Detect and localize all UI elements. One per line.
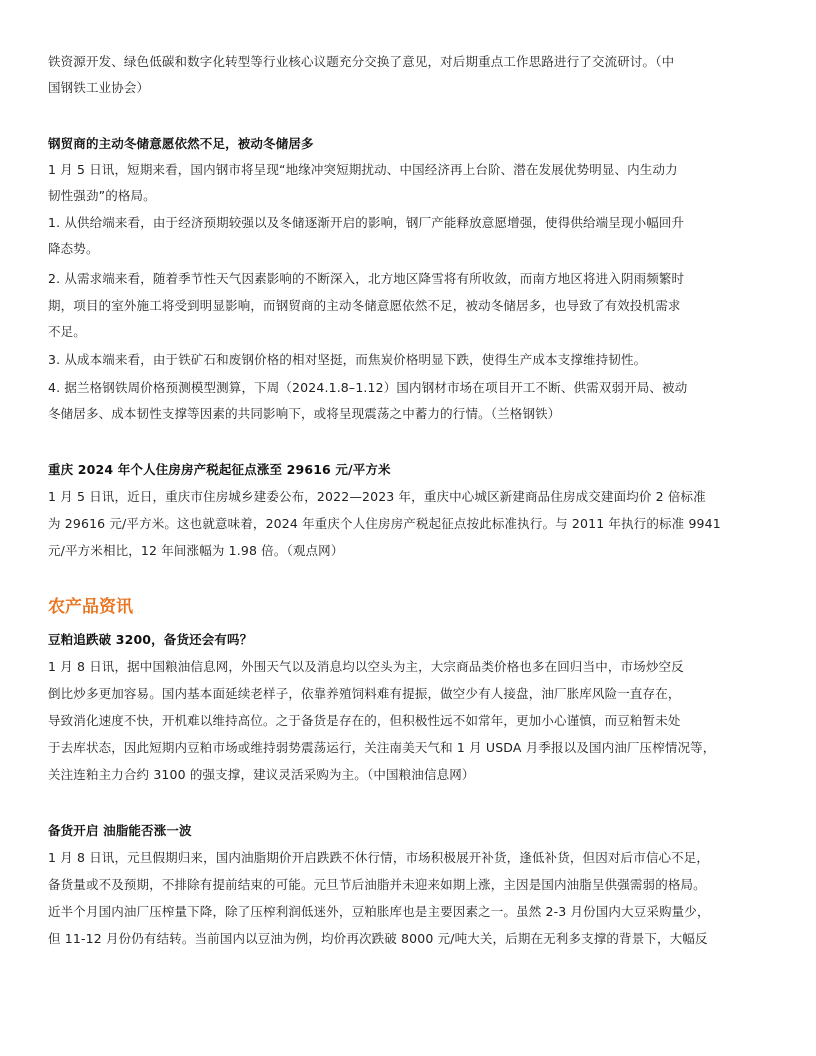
paragraph-line: 导致消化速度不快，开机难以维持高位。之于备货是存在的，但积极性远不如常年，更加小心谨慎，而豆粕暂未处 — [48, 713, 681, 728]
paragraph-line: 于去库状态，因此短期内豆粕市场或维持弱势震荡运行，关注南美天气和 1 月 USDA 月季报以及国内油厂压榨情况等， — [48, 740, 716, 755]
paragraph-line: 3. 从成本端来看，由于铁矿石和废钢价格的相对坚挺，而焦炭价格明显下跌，使得生产成本支撑维持韧性。 — [48, 352, 647, 367]
paragraph-line: 但 11-12 月份仍有结转。当前国内以豆油为例，均价再次跌破 8000 元/吨大关，后期在无利多支撑的背景下，大幅反 — [48, 931, 708, 946]
paragraph-line: 1 月 8 日讯，元旦假期归来，国内油脂期价开启跌跌不休行情，市场积极展开补货，逢低补货，但因对后市信心不足， — [48, 850, 710, 865]
article-heading: 重庆 2024 年个人住房房产税起征点涨至 29616 元/平方米 — [48, 462, 391, 477]
paragraph-line: 关注连粕主力合约 3100 的强支撑，建议灵活采购为主。（中国粮油信息网） — [48, 767, 475, 782]
article-heading: 备货开启 油脂能否涨一波 — [48, 823, 192, 838]
paragraph-line: 降态势。 — [48, 241, 99, 256]
paragraph-line: 元/平方米相比，12 年间涨幅为 1.98 倍。（观点网） — [48, 543, 344, 558]
paragraph-line: 4. 据兰格钢铁周价格预测模型测算，下周（2024.1.8–1.12）国内钢材市场在项目开工不断、供需双弱开局、被动 — [48, 380, 688, 395]
paragraph-line: 国钢铁工业协会） — [48, 80, 150, 95]
paragraph-line: 2. 从需求端来看，随着季节性天气因素影响的不断深入，北方地区降雪将有所收敛，而南方地区将进入阴雨频繁时 — [48, 271, 685, 286]
paragraph-line: 备货量或不及预期，不排除有提前结束的可能。元旦节后油脂并未迎来如期上涨，主因是国内油脂呈供强需弱的格局。 — [48, 877, 706, 892]
paragraph-line: 1 月 5 日讯，近日，重庆市住房城乡建委公布，2022—2023 年，重庆中心城区新建商品住房成交建面均价 2 倍标准 — [48, 489, 706, 504]
paragraph-line: 为 29616 元/平方米。这也就意味着，2024 年重庆个人住房房产税起征点按此标准执行。与 2011 年执行的标准 9941 — [48, 516, 721, 531]
section-heading: 农产品资讯 — [48, 597, 133, 617]
paragraph-line: 冬储居多、成本韧性支撑等因素的共同影响下，或将呈现震荡之中蓄力的行情。（兰格钢铁） — [48, 406, 561, 421]
paragraph-line: 倒比炒多更加容易。国内基本面延续老样子，依靠养殖饲料难有提振，做空少有人接盘，油厂胀库风险一直存在， — [48, 686, 681, 701]
paragraph-line: 铁资源开发、绿色低碳和数字化转型等行业核心议题充分交换了意见，对后期重点工作思路进行了交流研讨。（中 — [48, 54, 675, 69]
paragraph-line: 1 月 8 日讯，据中国粮油信息网，外围天气以及消息均以空头为主，大宗商品类价格也多在回归当中，市场炒空反 — [48, 659, 684, 674]
paragraph-line: 1 月 5 日讯，短期来看，国内钢市将呈现“地缘冲突短期扰动、中国经济再上台阶、潜在发展优势明显、内生动力 — [48, 162, 678, 177]
article-heading: 钢贸商的主动冬储意愿依然不足，被动冬储居多 — [48, 136, 314, 151]
paragraph-line: 近半个月国内油厂压榨量下降，除了压榨利润低迷外，豆粕胀库也是主要因素之一。虽然 2-3 月份国内大豆采购量少， — [48, 904, 710, 919]
paragraph-line: 1. 从供给端来看，由于经济预期较强以及冬储逐渐开启的影响，钢厂产能释放意愿增强，使得供给端呈现小幅回升 — [48, 215, 685, 230]
paragraph-line: 韧性强劲”的格局。 — [48, 188, 156, 203]
article-heading: 豆粕追跌破 3200，备货还会有吗？ — [48, 632, 253, 647]
paragraph-line: 不足。 — [48, 324, 86, 339]
paragraph-line: 期，项目的室外施工将受到明显影响，而钢贸商的主动冬储意愿依然不足，被动冬储居多，也导致了有效投机需求 — [48, 298, 681, 313]
